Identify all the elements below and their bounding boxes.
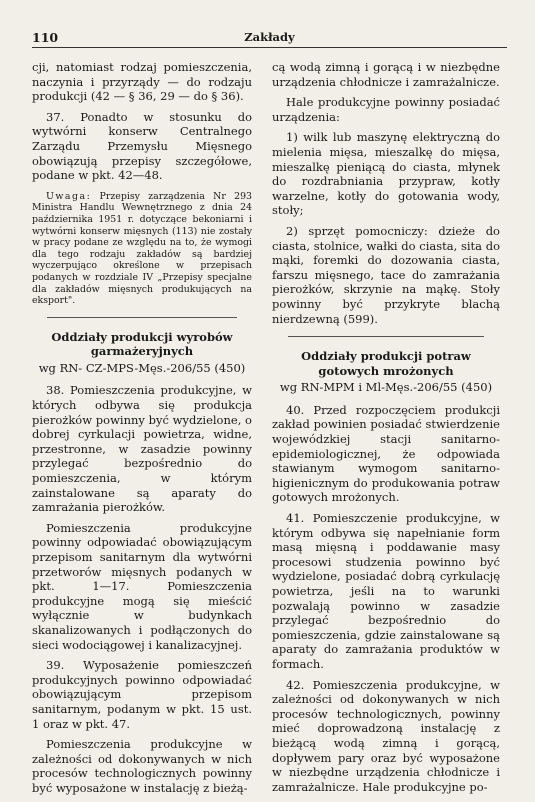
paragraph-42: 42. Pomieszczenia produkcyjne, w zależności od dokonywanych w nich procesów technologicznych, powinny mieć doprowadzoną instalację z bieżącą wodą zimną i gorącą, dopływem pary oraz być wyposażone w niezbędne urządzenia chłodnicze i zamrażalnicze. Hale produkcyjne po-: [272, 677, 500, 794]
section-title-garmazeryjne: Oddziały produkcji wyrobów garmażeryjnych: [51, 329, 233, 359]
paragraph-37: 37. Ponadto w stosunku do wytwórni konserw Centralnego Zarządu Przemysłu Mięsnego obowiązują przepisy szczegółowe, podane w pkt. 42—48.: [32, 109, 252, 183]
paragraph-38: 38. Pomieszczenia produkcyjne, w których odbywa się produkcja pierożków powinny być wydzielone, o dobrej cyrkulacji powietrza, widne, przestronne, w zasadzie powinny przylegać bezpośrednio do pomieszczenia, w którym zainstalowane są aparaty do zamrażania pierożków.: [32, 383, 252, 515]
paragraph-hale: Hale produkcyjne powinny posiadać urządzenia:: [272, 95, 500, 124]
list-item-2: 2) sprzęt pomocniczy: dzieże do ciasta, stolnice, wałki do ciasta, sita do mąki, foremki do dozowania ciasta, farszu mięsnego, tace do zamrażania pierożków, skrzynie na mąkę. Stoły powinny być przykryte blachą nierdzewną (599).: [272, 223, 500, 326]
note: [32, 191, 252, 307]
header-rule: [32, 47, 507, 48]
paragraph-39b: Pomieszczenia produkcyjne w zależności od dokonywanych w nich procesów technologicznych powinny być wyposażone w instalację z bieżą-: [32, 737, 252, 795]
left-column: [32, 60, 252, 802]
section-reference: wg RN- CZ-MPS-Męs.-206/55 (450): [38, 360, 246, 375]
paragraph-continued-right: cą wodą zimną i gorącą i w niezbędne urządzenia chłodnicze i zamrażalnicze.: [272, 60, 500, 89]
page-number: 110: [32, 30, 59, 45]
list-item-1: 1) wilk lub maszynę elektryczną do mielenia mięsa, mieszalkę do mięsa, mieszalkę pieniącą do ciasta, młynek do rozdrabniania przypraw, kotły warzelne, kotły do gotowania wody, stoły;: [272, 130, 500, 218]
paragraph-39: 39. Wyposażenie pomieszczeń produkcyjnych powinno odpowiadać obowiązującym przepisom sanitarnym, podanym w pkt. 15 ust. 1 oraz w pkt. 47.: [32, 658, 252, 731]
section-reference-right: wg RN-MPM i Ml-Męs.-206/55 (450): [279, 380, 493, 395]
note-label: Uwaga:: [46, 190, 92, 202]
note-text: Przepisy zarządzenia Nr 293 Ministra Handlu Wewnętrznego z dnia 24 października 1951 r. dotyczące bekoniarni i wytwórni konserw mięsnych (113) nie zostały w pracy podane ze względu na to, że wymogi dla tego rodzaju zakładów są bardziej wyczerpująco określone w przepisach podanych w rozdziale IV „Przepisy specjalne dla zakładów mięsnych produkujących na eksport".: [32, 190, 252, 307]
paragraph-40: 40. Przed rozpoczęciem produkcji zakład powinien posiadać stwierdzenie wojewódzkiej stacji sanitarno-epidemiologicznej, że odpowiada stawianym wymogom sanitarno-higienicznym do produkowania potraw gotowych mrożonych.: [272, 402, 500, 505]
section-divider-right: [288, 336, 484, 337]
running-title: Zakłady: [244, 30, 295, 44]
paragraph-38b: Pomieszczenia produkcyjne powinny odpowiadać obowiązującym przepisom sanitarnym dla wytwórni przetworów mięsnych podanych w pkt. 1—17. Pomieszczenia produkcyjne mogą się mieścić wyłącznie w budynkach skanalizowanych i podłączonych do sieci wodociągowej i kanalizacyjnej.: [32, 520, 252, 652]
section-title-mrozone: Oddziały produkcji potraw gotowych mrożonych: [301, 349, 471, 378]
section-divider: [47, 317, 236, 318]
page-header: [32, 30, 507, 48]
right-column: [272, 60, 500, 800]
paragraph-continued: cji, natomiast rodzaj pomieszczenia, naczynia i przyrządy — do rodzaju produkcji (42 — § 36, 29 — do § 36).: [32, 60, 252, 104]
paragraph-41: 41. Pomieszczenie produkcyjne, w którym odbywa się napełnianie form masą mięsną i poddawanie masy procesowi studzenia powinno być wydzielone, posiadać dobrą cyrkulację powietrza, jeśli na to warunki pozwalają powinno w zasadzie przylegać bezpośrednio do pomieszczenia, gdzie zainstalowane są aparaty do zamrażania produktów w formach.: [272, 511, 500, 671]
